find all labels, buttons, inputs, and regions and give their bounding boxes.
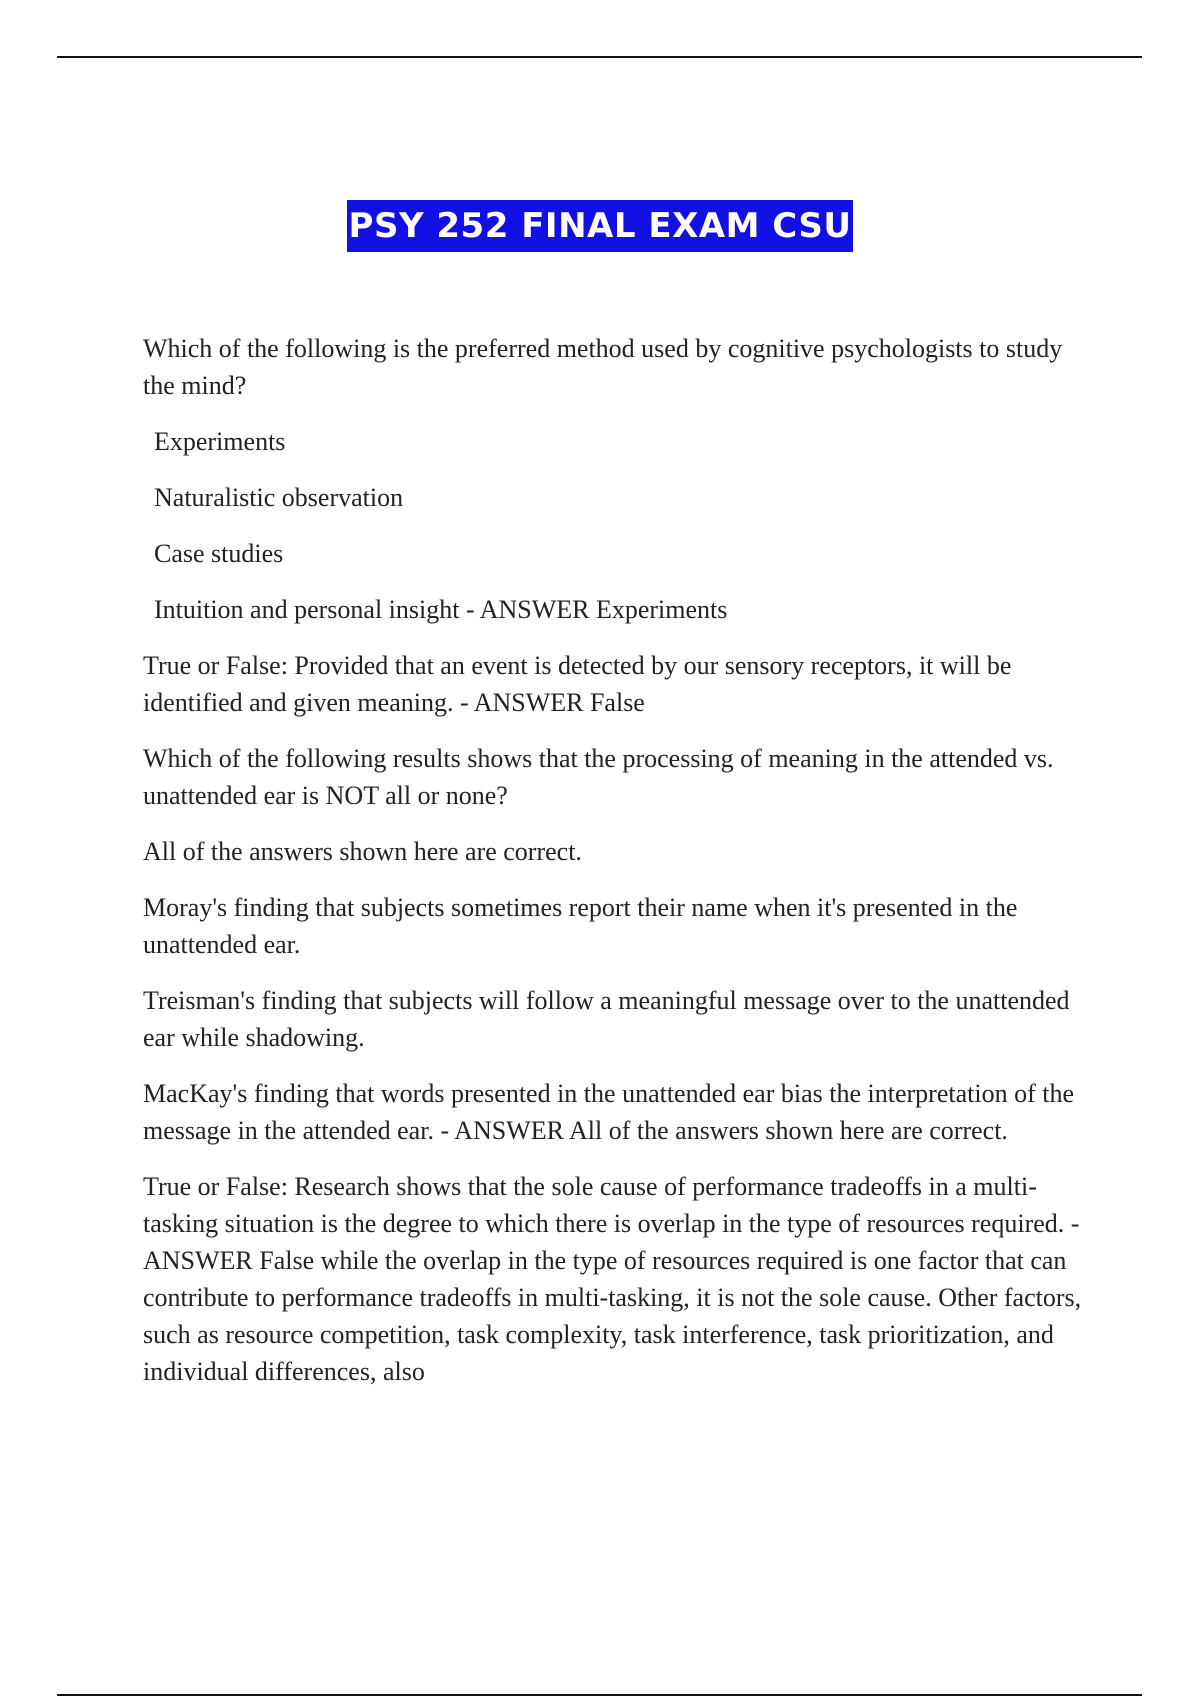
document-title: PSY 252 FINAL EXAM CSU (347, 200, 854, 252)
title-block (0, 200, 1200, 252)
question-paragraph: Which of the following is the preferred method used by cognitive psychologists to study the mind? (143, 334, 1063, 400)
document-body (143, 330, 1098, 1409)
answer-option: Naturalistic observation (154, 483, 404, 512)
footer-rule (57, 1694, 1142, 1696)
answer-option: Moray's finding that subjects sometimes report their name when it's presented in the unattended ear. (143, 893, 1018, 959)
answer-option: Treisman's finding that subjects will follow a meaningful message over to the unattended ear while shadowing. (143, 986, 1070, 1052)
question-paragraph: True or False: Provided that an event is detected by our sensory receptors, it will be identified and given meaning. - ANSWER False (143, 651, 1012, 717)
question-paragraph: True or False: Research shows that the sole cause of performance tradeoffs in a multi-tasking situation is the degree to which there is overlap in the type of resources required. - ANSWER False while the overlap in the type of resources required is one factor that can contribute to performance tradeoffs in multi-tasking, it is not the sole cause. Other factors, such as resource competition, task complexity, task interference, task prioritization, and individual differences, also (143, 1172, 1082, 1386)
answer-option: All of the answers shown here are correct. (143, 837, 582, 866)
answer-option: MacKay's finding that words presented in the unattended ear bias the interpretation of the message in the attended ear. - ANSWER All of the answers shown here are correct. (143, 1079, 1074, 1145)
header-rule (57, 56, 1142, 58)
answer-option: Case studies (154, 539, 284, 568)
answer-option: Experiments (154, 427, 286, 456)
question-paragraph: Which of the following results shows that the processing of meaning in the attended vs. unattended ear is NOT all or none? (143, 744, 1054, 810)
answer-option: Intuition and personal insight - ANSWER Experiments (154, 595, 728, 624)
